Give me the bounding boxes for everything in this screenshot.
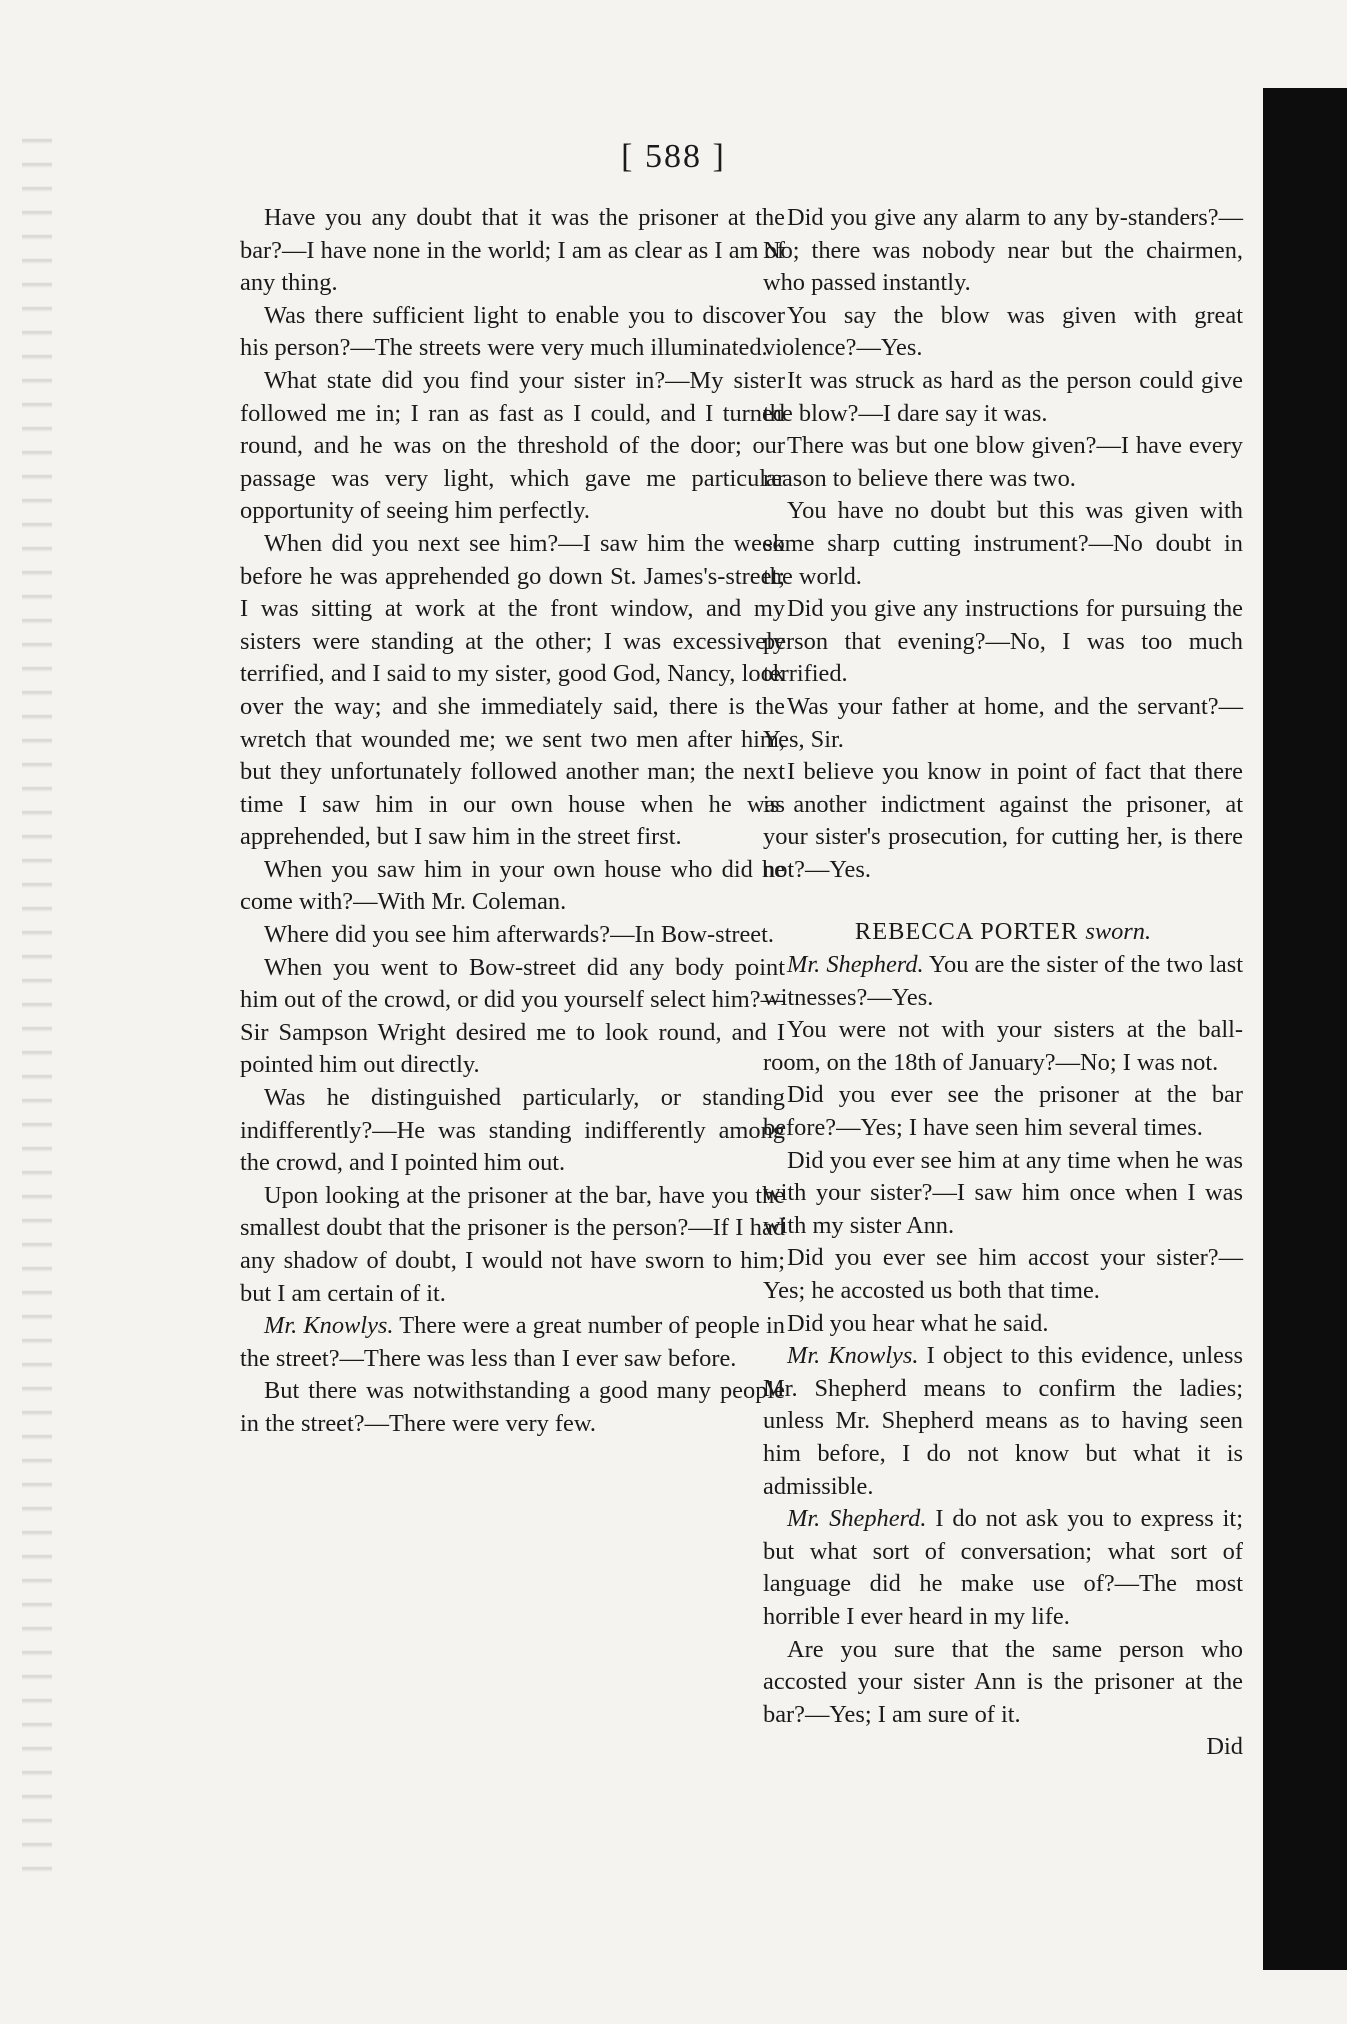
paragraph: But there was notwithstanding a good many people in the street?—There were very few. — [240, 1377, 785, 1437]
paragraph: When you went to Bow-street did any body point him out of the crowd, or did you yourself select him?—Sir Sampson Wright desired me to look round, and I pointed him out directly. — [240, 953, 785, 1079]
paragraph: Was he distinguished particularly, or standing indifferently?—He was standing indifferently among the crowd, and I pointed him out. — [240, 1084, 785, 1177]
paragraph: Upon looking at the prisoner at the bar, have you the smallest doubt that the prisoner is the person?—If I had any shadow of doubt, I would not have sworn to him; but I am certain of it. — [240, 1181, 785, 1307]
speaker-name: Mr. Knowlys. — [787, 1342, 919, 1370]
paragraph: You say the blow was given with great violence?—Yes. — [763, 301, 1243, 362]
witness-heading — [763, 916, 1243, 949]
speech-text: There were a great number of people in the street?—There was less than I ever saw before. — [240, 1312, 786, 1372]
paragraph: Did you give any alarm to any by-standers?—No; there was nobody near but the chairmen, who passed instantly. — [763, 204, 1243, 297]
witness-sworn: sworn. — [1085, 918, 1152, 946]
witness-name: REBECCA PORTER — [854, 918, 1079, 946]
page-edge-shadow — [1263, 88, 1347, 1970]
paragraph: Have you any doubt that it was the prisoner at the bar?—I have none in the world; I am as clear as I am of any thing. — [240, 204, 785, 297]
page-header — [0, 138, 1347, 176]
paragraph: Did you ever see him accost your sister?—Yes; he accosted us both that time. — [763, 1244, 1243, 1304]
paragraph: When did you next see him?—I saw him the week before he was apprehended go down St. James's-street; I was sitting at work at the front window, and my sisters were standing at the other; I was excessively terrified, and I said to my sister, good God, Nancy, look over the way; and she immediately said, there is the wretch that wounded me; we sent two men after him, but they unfortunately followed another man; the next time I saw him in our own house when he was apprehended, but I saw him in the street first. — [240, 529, 785, 851]
paragraph: You have no doubt but this was given with some sharp cutting instrument?—No doubt in the world. — [763, 497, 1243, 590]
left-column — [240, 202, 785, 1441]
paragraph: Was your father at home, and the servant?—Yes, Sir. — [763, 692, 1243, 753]
paragraph: Are you sure that the same person who accosted your sister Ann is the prisoner at the bar?—Yes; I am sure of it. — [763, 1635, 1243, 1728]
speech-text: I do not ask you to express it; but what sort of conversation; what sort of language did he make use of?—The most horrible I ever heard in my life. — [763, 1505, 1243, 1630]
paragraph: Where did you see him afterwards?—In Bow-street. — [264, 921, 774, 949]
right-column — [763, 202, 1243, 1764]
paragraph: Did you ever see the prisoner at the bar before?—Yes; I have seen him several times. — [763, 1081, 1243, 1142]
paragraph: Was there sufficient light to enable you to discover his person?—The streets were very much illuminated. — [240, 301, 785, 362]
speaker-name: Mr. Shepherd. — [787, 951, 924, 979]
paragraph: When you saw him in your own house who did he come with?—With Mr. Coleman. — [240, 855, 785, 916]
paragraph: What state did you find your sister in?—My sister followed me in; I ran as fast as I could, and I turned round, and he was on the threshold of the door; our passage was very light, which gave me particular opportunity of seeing him perfectly. — [240, 366, 785, 525]
paragraph-shepherd — [763, 949, 1243, 1014]
speech-text: You are the sister of the two last witnesses?—Yes. — [763, 951, 1243, 1011]
paragraph-knowlys — [240, 1310, 785, 1375]
paragraph: I believe you know in point of fact that there is another indictment against the prisoner, at your sister's prosecution, for cutting her, is there not?—Yes. — [763, 758, 1243, 883]
catchword: Did — [1206, 1733, 1243, 1761]
paragraph: It was struck as hard as the person could give the blow?—I dare say it was. — [763, 366, 1243, 427]
speaker-name: Mr. Knowlys. — [264, 1312, 394, 1340]
paragraph-shepherd — [763, 1503, 1243, 1633]
speaker-name: Mr. Shepherd. — [787, 1505, 927, 1533]
page-number: [ 588 ] — [621, 138, 726, 175]
paragraph: Did you hear what he said. — [787, 1309, 1049, 1337]
paragraph: Did you ever see him at any time when he was with your sister?—I saw him once when I was with my sister Ann. — [763, 1146, 1243, 1239]
paragraph: Did you give any instructions for pursuing the person that evening?—No, I was too much terrified. — [763, 595, 1243, 688]
paragraph: There was but one blow given?—I have every reason to believe there was two. — [763, 432, 1243, 492]
paragraph: You were not with your sisters at the ball-room, on the 18th of January?—No; I was not. — [763, 1016, 1243, 1076]
speech-text: I object to this evidence, unless Mr. Shepherd means to confirm the ladies; unless Mr. Shepherd means as to having seen him before, I do not know but what it is admissible. — [763, 1342, 1243, 1500]
binding-shadow — [22, 120, 52, 1880]
paragraph-knowlys — [763, 1340, 1243, 1503]
